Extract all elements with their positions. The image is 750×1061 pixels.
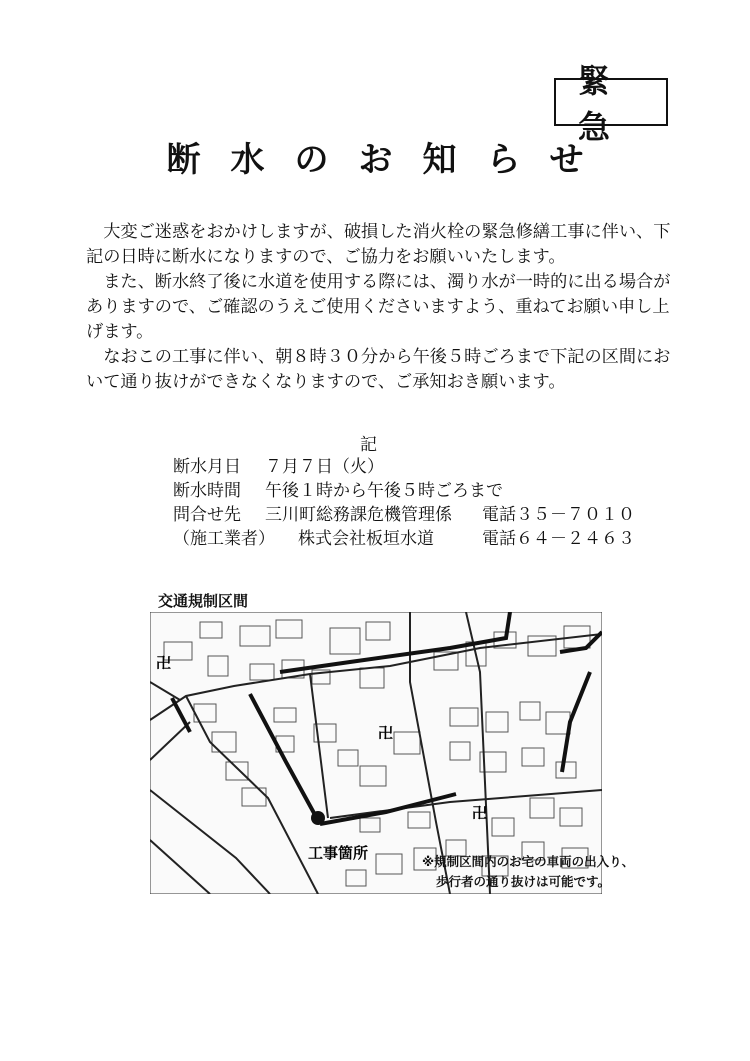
- svg-text:卍: 卍: [156, 654, 172, 672]
- urgent-badge: 緊急: [554, 78, 668, 126]
- map-label: 交通規制区間: [158, 592, 249, 610]
- construction-site-label: 工事箇所: [308, 844, 369, 862]
- body-paragraph-2: また、断水終了後に水道を使用する際には、濁り水が一時的に出る場合がありますので、ご確認のうえご使用くださいますよう、重ねてお願い申し上げます。: [86, 272, 671, 342]
- restriction-note: [422, 852, 634, 892]
- details-list: [173, 455, 635, 551]
- body-paragraph-3: なおこの工事に伴い、朝８時３０分から午後５時ごろまで下記の区間において通り抜けができなくなりますので、ご承知おき願います。: [86, 347, 671, 392]
- contact-label: 問合せ先: [173, 505, 241, 525]
- time-value: 午後１時から午後５時ごろまで: [265, 481, 503, 501]
- note-line-2: 歩行者の通り抜けは可能です。: [436, 874, 611, 889]
- ki-heading: 記: [360, 435, 377, 455]
- svg-text:卍: 卍: [472, 804, 488, 822]
- notice-body: [86, 220, 686, 395]
- time-label: 断水時間: [173, 481, 241, 501]
- note-line-1: ※規制区間内のお宅の車両の出入り、: [422, 854, 635, 869]
- contractor-org: 株式会社板垣水道: [298, 529, 434, 549]
- body-paragraph-1: 大変ご迷惑をおかけしますが、破損した消火栓の緊急修繕工事に伴い、下記の日時に断水になりますので、ご協力をお願いいたします。: [86, 222, 671, 267]
- contact-org: 三川町総務課危機管理係: [265, 505, 452, 525]
- contractor-label: （施工業者）: [173, 529, 275, 549]
- detail-row-time: [173, 479, 635, 503]
- svg-text:卍: 卍: [378, 724, 394, 742]
- page-title: 断水のお知らせ: [166, 140, 614, 180]
- detail-row-contact: [173, 503, 635, 527]
- date-value: ７月７日（火）: [265, 457, 384, 477]
- detail-row-date: [173, 455, 635, 479]
- contractor-phone: 電話６４－２４６３: [482, 529, 635, 549]
- detail-row-contractor: [173, 527, 635, 551]
- date-label: 断水月日: [173, 457, 241, 477]
- contact-phone: 電話３５－７０１０: [482, 505, 635, 525]
